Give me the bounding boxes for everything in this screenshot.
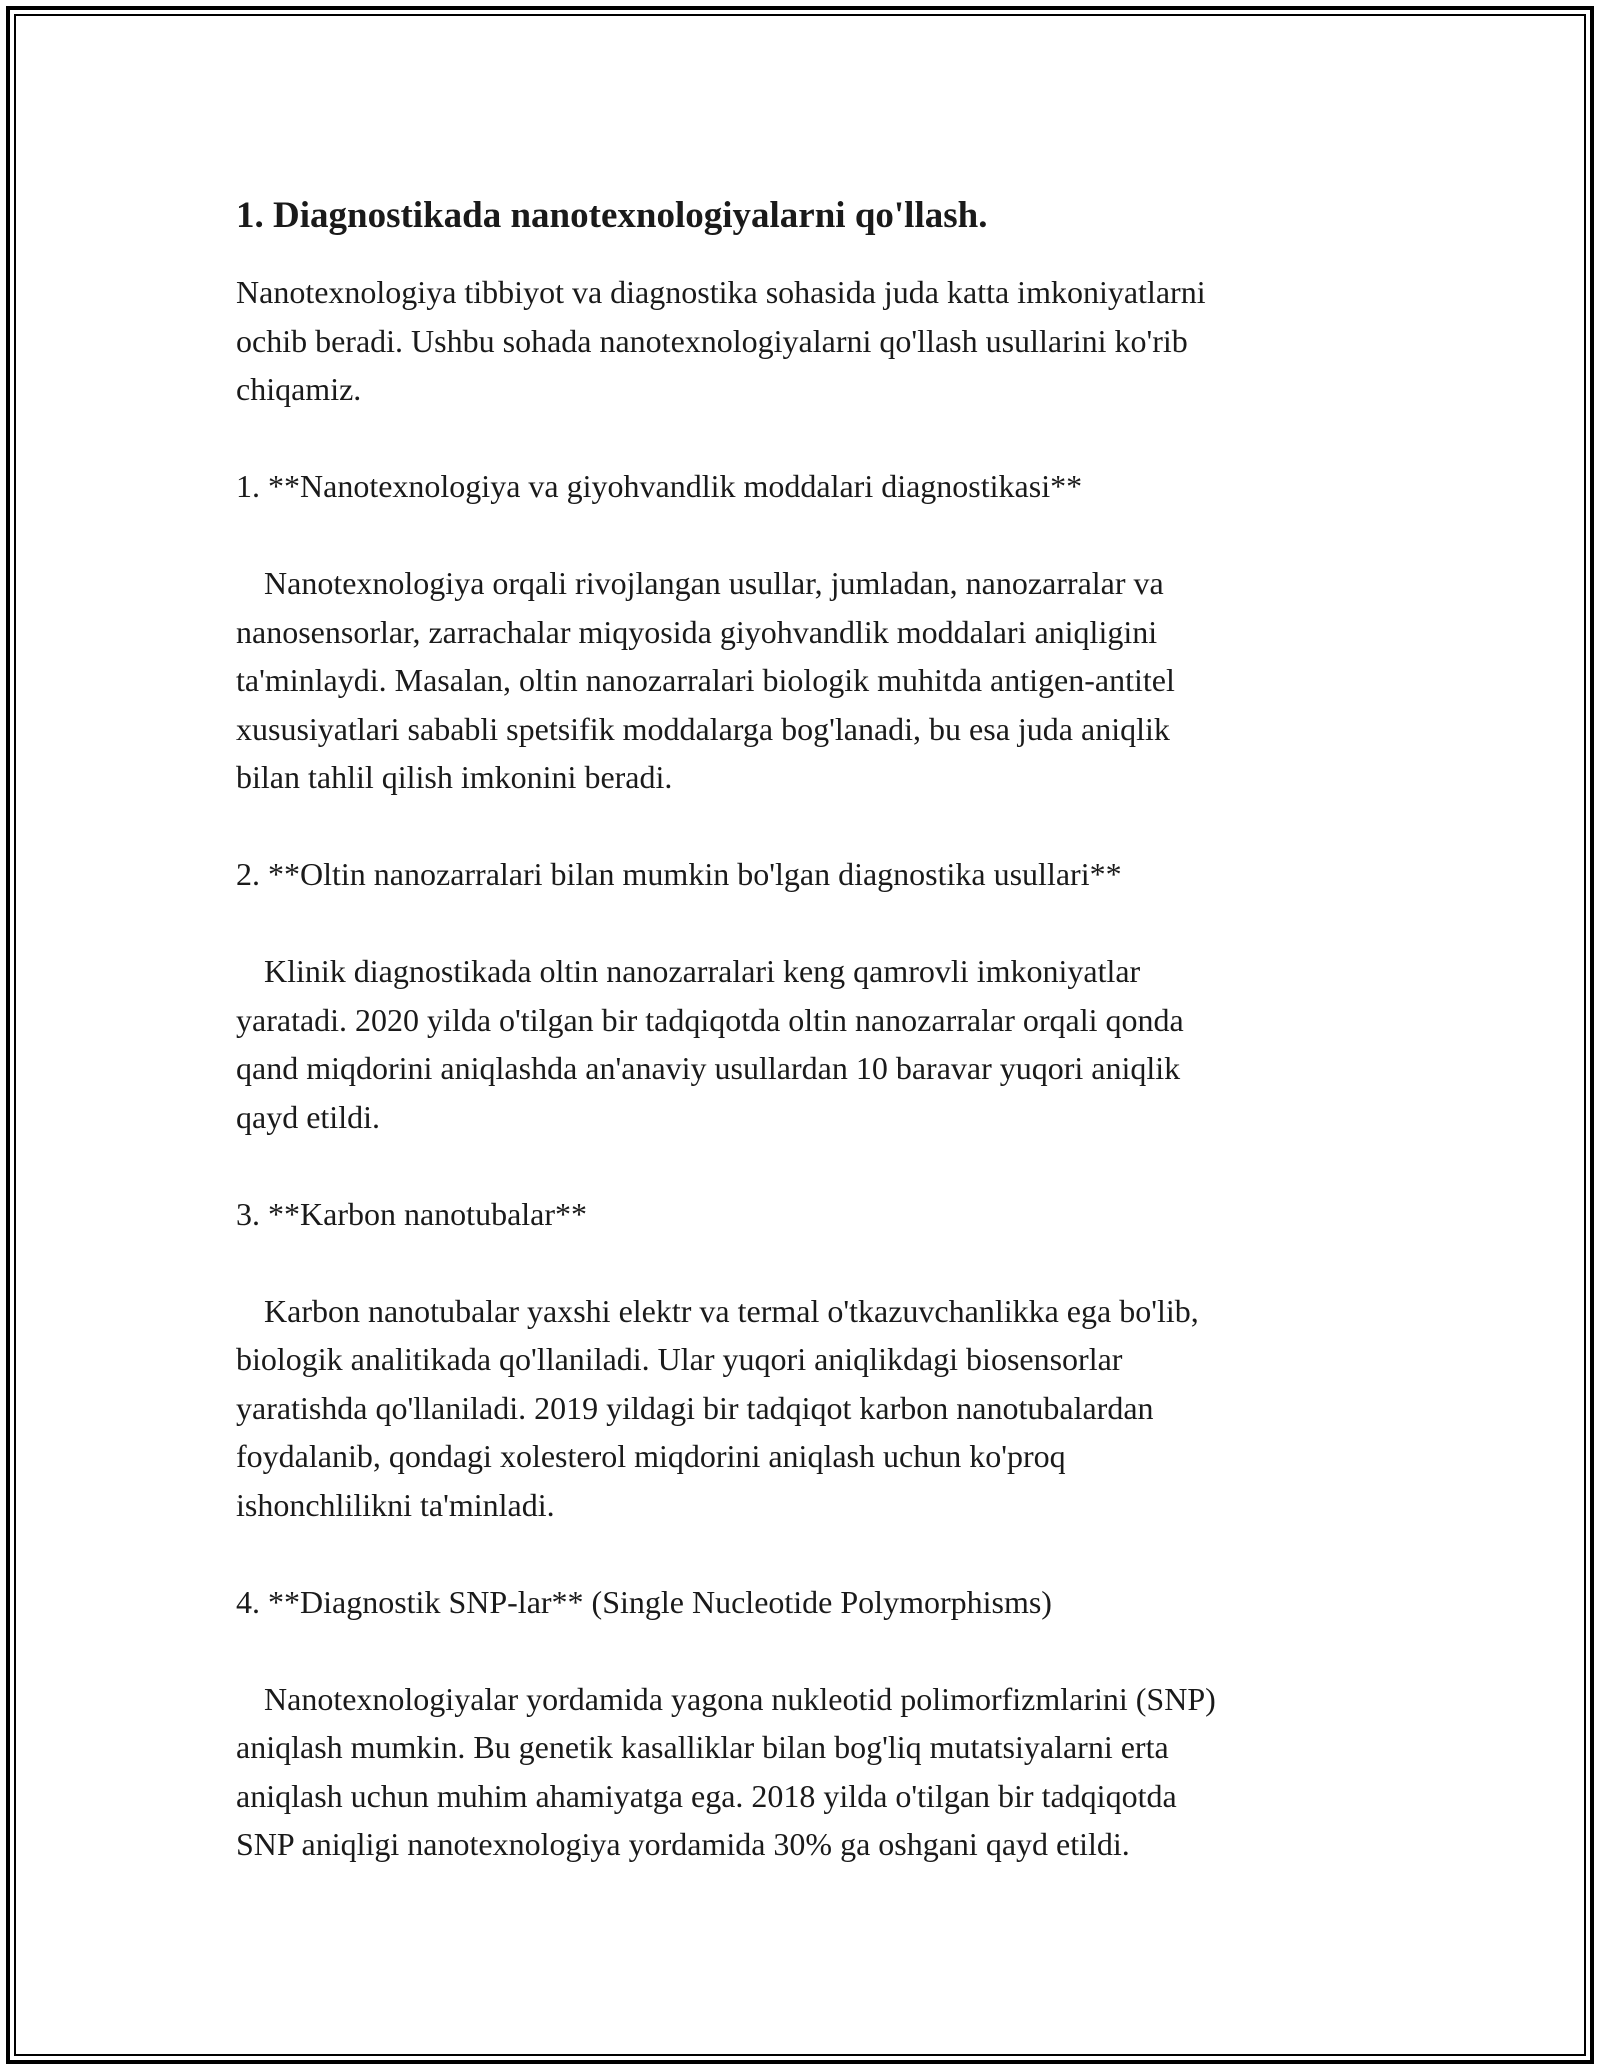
section-body-4 bbox=[236, 1675, 1366, 1869]
text-line: nanosensorlar, zarrachalar miqyosida giyohvandlik moddalari aniqligini bbox=[236, 613, 1158, 650]
section-body-1 bbox=[236, 559, 1366, 802]
text-line: aniqlash uchun muhim ahamiyatga ega. 2018 yilda o'tilgan bir tadqiqotda bbox=[236, 1777, 1177, 1814]
text-line: Nanotexnologiya orqali rivojlangan usullar, jumladan, nanozarralar va bbox=[264, 565, 1164, 601]
section-body-3 bbox=[236, 1287, 1366, 1530]
section-heading-1 bbox=[236, 462, 1366, 511]
text-line: Nanotexnologiya tibbiyot va diagnostika sohasida juda katta imkoniyatlarni bbox=[236, 274, 1206, 310]
document-title: 1. Diagnostikada nanotexnologiyalarni qo'llash. bbox=[236, 195, 988, 236]
text-line: 2. **Oltin nanozarralari bilan mumkin bo'lgan diagnostika usullari** bbox=[236, 856, 1122, 892]
text-line: ochib beradi. Ushbu sohada nanotexnologiyalarni qo'llash usullarini ko'rib bbox=[236, 322, 1188, 359]
section-heading-2 bbox=[236, 850, 1366, 899]
text-line: ta'minlaydi. Masalan, oltin nanozarralari biologik muhitda antigen-antitel bbox=[236, 662, 1175, 698]
text-line: qayd etildi. bbox=[236, 1098, 380, 1135]
text-line: aniqlash mumkin. Bu genetik kasalliklar bilan bog'liq mutatsiyalarni erta bbox=[236, 1729, 1169, 1765]
text-line: ishonchlilikni ta'minladi. bbox=[236, 1486, 555, 1523]
text-line: chiqamiz. bbox=[236, 371, 362, 407]
text-line: qand miqdorini aniqlashda an'anaviy usullardan 10 baravar yuqori aniqlik bbox=[236, 1050, 1181, 1086]
intro-paragraph bbox=[236, 268, 1366, 414]
text-line: xususiyatlari sababli spetsifik moddalarga bog'lanadi, bu esa juda aniqlik bbox=[236, 710, 1170, 747]
text-line: Karbon nanotubalar yaxshi elektr va termal o'tkazuvchanlikka ega bo'lib, bbox=[264, 1292, 1199, 1329]
section-heading-3 bbox=[236, 1190, 1366, 1239]
text-line: bilan tahlil qilish imkonini beradi. bbox=[236, 759, 673, 795]
text-line: biologik analitikada qo'llaniladi. Ular yuqori aniqlikdagi biosensorlar bbox=[236, 1341, 1123, 1377]
text-line: yaratishda qo'llaniladi. 2019 yildagi bir tadqiqot karbon nanotubalardan bbox=[236, 1389, 1154, 1426]
section-heading-4 bbox=[236, 1578, 1366, 1627]
text-line: foydalanib, qondagi xolesterol miqdorini aniqlash uchun ko'proq bbox=[236, 1438, 1066, 1474]
document-body bbox=[236, 186, 1366, 1869]
section-body-2 bbox=[236, 947, 1366, 1141]
text-line: 4. **Diagnostik SNP-lar** (Single Nucleotide Polymorphisms) bbox=[236, 1583, 1052, 1620]
text-line: 3. **Karbon nanotubalar** bbox=[236, 1195, 588, 1232]
text-line: SNP aniqligi nanotexnologiya yordamida 30% ga oshgani qayd etildi. bbox=[236, 1826, 1130, 1862]
text-line: Nanotexnologiyalar yordamida yagona nukleotid polimorfizmlarini (SNP) bbox=[264, 1680, 1216, 1717]
text-line: yaratadi. 2020 yilda o'tilgan bir tadqiqotda oltin nanozarralar orqali qonda bbox=[236, 1001, 1184, 1038]
text-line: Klinik diagnostikada oltin nanozarralari keng qamrovli imkoniyatlar bbox=[264, 953, 1141, 989]
text-line: 1. **Nanotexnologiya va giyohvandlik moddalari diagnostikasi** bbox=[236, 468, 1083, 504]
